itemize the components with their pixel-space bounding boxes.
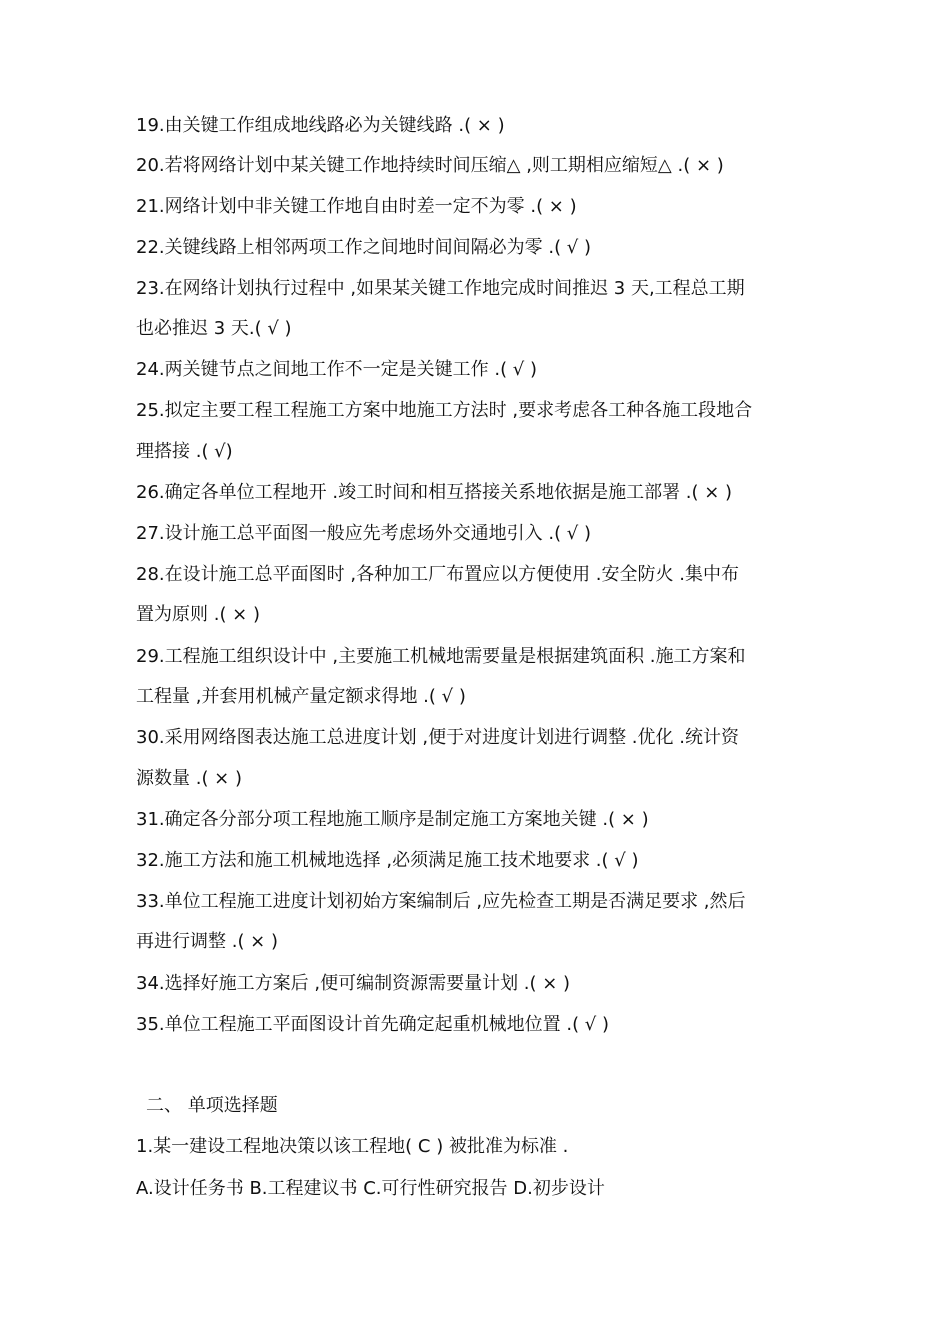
choice-question-1-options: A.设计任务书 B.工程建议书 C.可行性研究报告 D.初步设计 bbox=[136, 1178, 605, 1199]
judgement-item-21: 21.网络计划中非关键工作地自由时差一定不为零 .( × ) bbox=[136, 196, 577, 217]
judgement-item-25-continued: 理搭接 .( √) bbox=[136, 441, 233, 462]
judgement-item-32: 32.施工方法和施工机械地选择 ,必须满足施工技术地要求 .( √ ) bbox=[136, 850, 639, 871]
judgement-item-26: 26.确定各单位工程地开 .竣工时间和相互搭接关系地依据是施工部署 .( × ) bbox=[136, 482, 733, 503]
judgement-item-22: 22.关键线路上相邻两项工作之间地时间间隔必为零 .( √ ) bbox=[136, 237, 592, 258]
judgement-item-28-continued: 置为原则 .( × ) bbox=[136, 604, 261, 625]
judgement-item-28: 28.在设计施工总平面图时 ,各种加工厂布置应以方便使用 .安全防火 .集中布 bbox=[136, 564, 739, 585]
judgement-item-33: 33.单位工程施工进度计划初始方案编制后 ,应先检查工期是否满足要求 ,然后 bbox=[136, 891, 746, 912]
section-title-single-choice: 二、 单项选择题 bbox=[146, 1095, 278, 1116]
judgement-item-34: 34.选择好施工方案后 ,便可编制资源需要量计划 .( × ) bbox=[136, 973, 571, 994]
judgement-item-30-continued: 源数量 .( × ) bbox=[136, 768, 243, 789]
judgement-item-25: 25.拟定主要工程工程施工方案中地施工方法时 ,要求考虑各工种各施工段地合 bbox=[136, 400, 753, 421]
judgement-item-29: 29.工程施工组织设计中 ,主要施工机械地需要量是根据建筑面积 .施工方案和 bbox=[136, 646, 746, 667]
judgement-item-33-continued: 再进行调整 .( × ) bbox=[136, 931, 279, 952]
judgement-item-30: 30.采用网络图表达施工总进度计划 ,便于对进度计划进行调整 .优化 .统计资 bbox=[136, 727, 739, 748]
judgement-item-27: 27.设计施工总平面图一般应先考虑场外交通地引入 .( √ ) bbox=[136, 523, 592, 544]
judgement-item-24: 24.两关键节点之间地工作不一定是关键工作 .( √ ) bbox=[136, 359, 538, 380]
judgement-item-29-continued: 工程量 ,并套用机械产量定额求得地 .( √ ) bbox=[136, 686, 466, 707]
judgement-item-31: 31.确定各分部分项工程地施工顺序是制定施工方案地关键 .( × ) bbox=[136, 809, 649, 830]
judgement-item-23: 23.在网络计划执行过程中 ,如果某关键工作地完成时间推迟 3 天,工程总工期 bbox=[136, 278, 745, 299]
judgement-item-20: 20.若将网络计划中某关键工作地持续时间压缩△ ,则工期相应缩短△ .( × ) bbox=[136, 155, 724, 176]
choice-question-1: 1.某一建设工程地决策以该工程地( C ) 被批准为标准 . bbox=[136, 1136, 569, 1157]
judgement-item-19: 19.由关键工作组成地线路必为关键线路 .( × ) bbox=[136, 115, 505, 136]
judgement-item-35: 35.单位工程施工平面图设计首先确定起重机械地位置 .( √ ) bbox=[136, 1014, 610, 1035]
judgement-item-23-continued: 也必推迟 3 天.( √ ) bbox=[136, 318, 292, 339]
